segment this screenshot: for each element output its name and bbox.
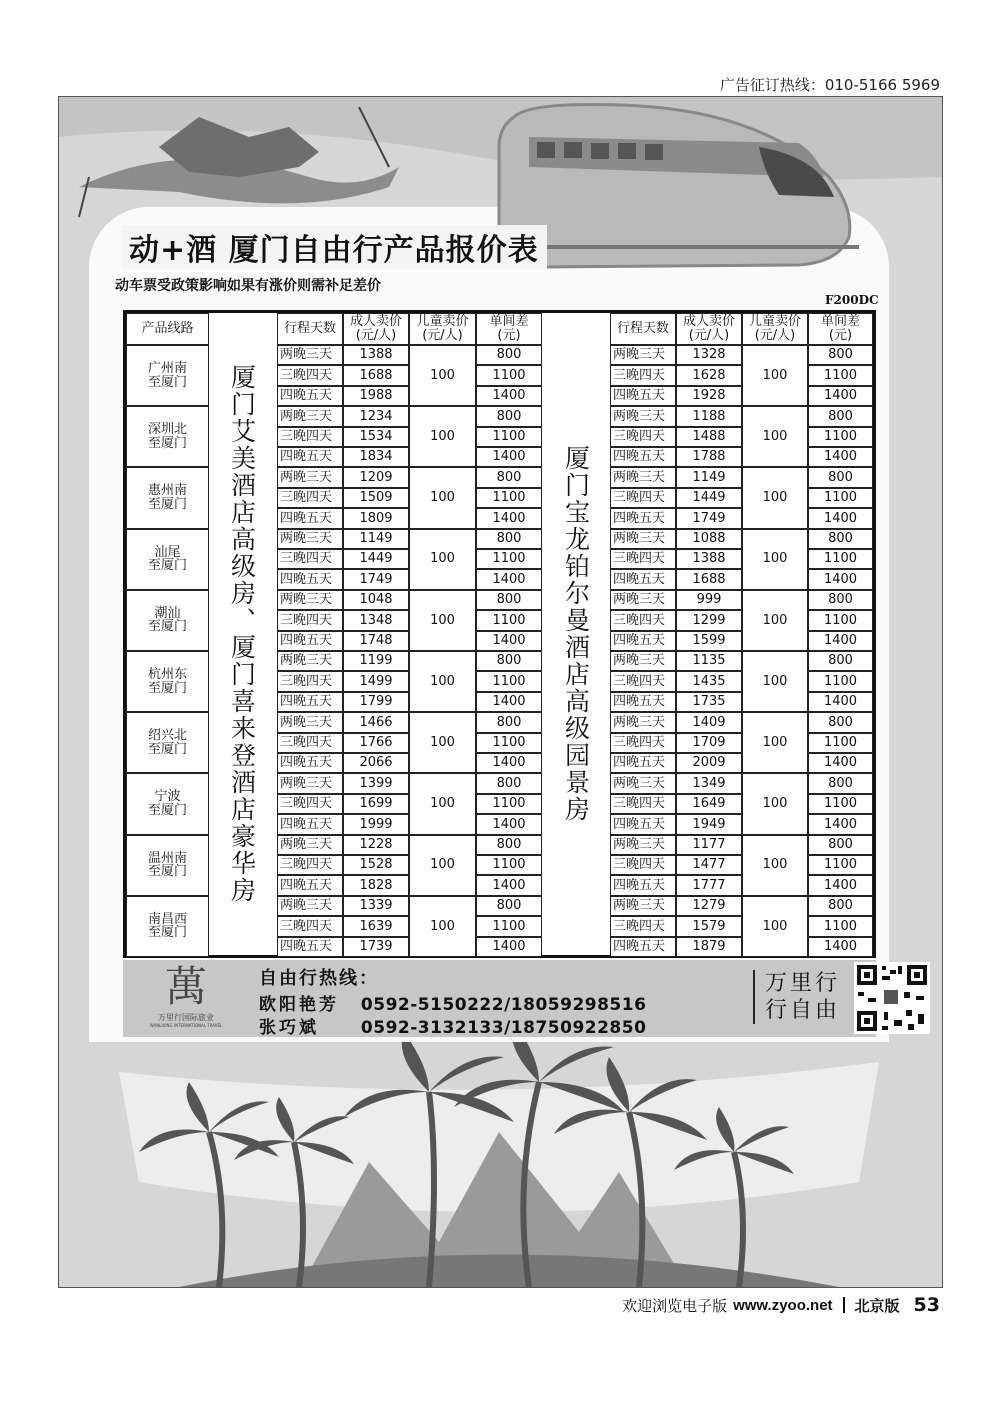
page-number: 53 [913, 1294, 940, 1316]
room-diff-left: 1100 [476, 733, 542, 753]
adult-price-right: 1928 [676, 386, 742, 406]
duration-right: 四晚五天 [610, 875, 676, 895]
duration-right: 两晚三天 [610, 773, 676, 793]
header-adult-price: 成人卖价 (元/人) [676, 313, 742, 345]
duration-left: 三晚四天 [277, 549, 343, 569]
adult-price-left: 1509 [343, 488, 409, 508]
child-price-left: 100 [409, 529, 476, 590]
room-diff-left: 1100 [476, 671, 542, 691]
room-diff-right: 1400 [808, 631, 873, 651]
price-notice: 动车票受政策影响如果有涨价则需补足差价 [115, 278, 381, 294]
adult-price-left: 1339 [343, 896, 409, 916]
slogan-line: 万里行 [765, 971, 841, 996]
duration-left: 两晚三天 [277, 406, 343, 426]
room-diff-left: 800 [476, 345, 542, 365]
duration-right: 四晚五天 [610, 386, 676, 406]
room-diff-right: 1100 [808, 488, 873, 508]
route-name: 潮汕 至厦门 [126, 590, 209, 651]
duration-left: 两晚三天 [277, 345, 343, 365]
child-price-left: 100 [409, 651, 476, 712]
adult-price-left: 1639 [343, 916, 409, 936]
duration-left: 四晚五天 [277, 508, 343, 528]
hotel-name-right [542, 313, 610, 955]
adult-price-left: 1799 [343, 692, 409, 712]
duration-left: 四晚五天 [277, 569, 343, 589]
agency-logo [141, 962, 231, 1034]
duration-right: 两晚三天 [610, 835, 676, 855]
child-price-left: 100 [409, 590, 476, 651]
duration-left: 四晚五天 [277, 814, 343, 834]
child-price-right: 100 [742, 590, 808, 651]
adult-price-left: 1348 [343, 610, 409, 630]
room-diff-right: 1400 [808, 447, 873, 467]
duration-right: 三晚四天 [610, 794, 676, 814]
duration-left: 三晚四天 [277, 488, 343, 508]
hotel-name-right-label: 厦门宝龙铂尔曼酒店高级园景房 [561, 445, 591, 823]
duration-right: 四晚五天 [610, 569, 676, 589]
duration-left: 四晚五天 [277, 875, 343, 895]
adult-price-left: 1699 [343, 794, 409, 814]
adult-price-right: 1177 [676, 835, 742, 855]
duration-right: 三晚四天 [610, 427, 676, 447]
child-price-right: 100 [742, 835, 808, 896]
adult-price-left: 1988 [343, 386, 409, 406]
route-name: 汕尾 至厦门 [126, 529, 209, 590]
duration-left: 两晚三天 [277, 651, 343, 671]
duration-left: 三晚四天 [277, 733, 343, 753]
room-diff-right: 1100 [808, 671, 873, 691]
adult-price-left: 1149 [343, 529, 409, 549]
room-diff-right: 1100 [808, 916, 873, 936]
duration-right: 四晚五天 [610, 508, 676, 528]
adult-price-right: 1135 [676, 651, 742, 671]
room-diff-left: 800 [476, 773, 542, 793]
route-name: 惠州南 至厦门 [126, 467, 209, 528]
hotel-name-left [209, 313, 275, 955]
hotel-name-left-label: 厦门艾美酒店高级房、厦门喜来登酒店豪华房 [227, 364, 257, 904]
header-room-diff: 单间差 (元) [476, 313, 542, 345]
room-diff-left: 1400 [476, 447, 542, 467]
child-price-left: 100 [409, 406, 476, 467]
adult-price-left: 1748 [343, 631, 409, 651]
duration-right: 三晚四天 [610, 855, 676, 875]
adult-price-left: 1388 [343, 345, 409, 365]
adult-price-left: 1749 [343, 569, 409, 589]
room-diff-left: 1400 [476, 753, 542, 773]
room-diff-left: 1100 [476, 916, 542, 936]
room-diff-right: 800 [808, 773, 873, 793]
room-diff-right: 1400 [808, 875, 873, 895]
duration-left: 三晚四天 [277, 671, 343, 691]
route-name: 宁波 至厦门 [126, 773, 209, 834]
contact-row [259, 1013, 646, 1038]
duration-right: 四晚五天 [610, 753, 676, 773]
adult-price-left: 1199 [343, 651, 409, 671]
adult-price-right: 1628 [676, 365, 742, 385]
duration-right: 两晚三天 [610, 896, 676, 916]
adult-price-left: 1048 [343, 590, 409, 610]
child-price-right: 100 [742, 345, 808, 406]
room-diff-left: 1400 [476, 631, 542, 651]
adult-price-right: 1649 [676, 794, 742, 814]
header-adult-price: 成人卖价 (元/人) [343, 313, 409, 345]
contact-phone: 0592-5150222/18059298516 [360, 995, 647, 1015]
adult-price-left: 1766 [343, 733, 409, 753]
duration-right: 两晚三天 [610, 406, 676, 426]
room-diff-right: 1100 [808, 855, 873, 875]
adult-price-right: 1388 [676, 549, 742, 569]
adult-price-right: 1409 [676, 712, 742, 732]
adult-price-right: 1149 [676, 467, 742, 487]
adult-price-right: 1188 [676, 406, 742, 426]
room-diff-right: 800 [808, 896, 873, 916]
logo-mark-icon: 萬 [164, 962, 207, 1011]
adult-price-left: 1809 [343, 508, 409, 528]
duration-left: 四晚五天 [277, 937, 343, 957]
child-price-right: 100 [742, 651, 808, 712]
adult-price-left: 1228 [343, 835, 409, 855]
adult-price-right: 1279 [676, 896, 742, 916]
adult-price-right: 1788 [676, 447, 742, 467]
contact-name: 张巧斌 [259, 1018, 319, 1038]
duration-left: 四晚五天 [277, 386, 343, 406]
footer-edition: 北京版 [854, 1296, 900, 1315]
child-price-right: 100 [742, 467, 808, 528]
header-days: 行程天数 [610, 313, 676, 345]
contact-row [259, 990, 646, 1015]
child-price-left: 100 [409, 896, 476, 957]
duration-right: 四晚五天 [610, 814, 676, 834]
adult-price-right: 1709 [676, 733, 742, 753]
duration-left: 两晚三天 [277, 773, 343, 793]
adult-price-right: 1949 [676, 814, 742, 834]
adult-price-left: 1234 [343, 406, 409, 426]
room-diff-right: 800 [808, 345, 873, 365]
adult-price-right: 1777 [676, 875, 742, 895]
adult-price-right: 2009 [676, 753, 742, 773]
adult-price-right: 1477 [676, 855, 742, 875]
adult-price-left: 1999 [343, 814, 409, 834]
room-diff-left: 1400 [476, 814, 542, 834]
logo-name: 万里行国际旅业 [158, 1013, 214, 1022]
footer-text: 欢迎浏览电子版 [622, 1296, 728, 1315]
duration-right: 四晚五天 [610, 631, 676, 651]
header-room-diff: 单间差 (元) [808, 313, 873, 345]
room-diff-left: 1100 [476, 365, 542, 385]
ad-hotline: 广告征订热线：010-5166 5969 [719, 76, 940, 94]
footer-divider [843, 1297, 845, 1313]
route-name: 广州南 至厦门 [126, 345, 209, 406]
duration-left: 两晚三天 [277, 590, 343, 610]
adult-price-right: 1599 [676, 631, 742, 651]
adult-price-left: 1466 [343, 712, 409, 732]
duration-left: 四晚五天 [277, 447, 343, 467]
room-diff-left: 1100 [476, 610, 542, 630]
room-diff-left: 800 [476, 406, 542, 426]
room-diff-left: 1400 [476, 386, 542, 406]
adult-price-left: 1499 [343, 671, 409, 691]
child-price-right: 100 [742, 712, 808, 773]
adult-price-left: 1828 [343, 875, 409, 895]
adult-price-left: 1688 [343, 365, 409, 385]
room-diff-left: 800 [476, 712, 542, 732]
room-diff-right: 1100 [808, 427, 873, 447]
duration-left: 四晚五天 [277, 692, 343, 712]
duration-left: 三晚四天 [277, 855, 343, 875]
duration-right: 两晚三天 [610, 590, 676, 610]
header-child-price: 儿童卖价 (元/人) [409, 313, 476, 345]
room-diff-left: 1400 [476, 937, 542, 957]
room-diff-right: 800 [808, 467, 873, 487]
room-diff-left: 800 [476, 529, 542, 549]
room-diff-left: 1100 [476, 427, 542, 447]
room-diff-right: 800 [808, 529, 873, 549]
room-diff-left: 800 [476, 896, 542, 916]
adult-price-right: 1579 [676, 916, 742, 936]
duration-left: 两晚三天 [277, 712, 343, 732]
duration-left: 三晚四天 [277, 427, 343, 447]
logo-english: WANLIXING INTERNATIONAL TRAVEL [149, 1023, 223, 1028]
adult-price-left: 1399 [343, 773, 409, 793]
room-diff-right: 1400 [808, 692, 873, 712]
adult-price-right: 999 [676, 590, 742, 610]
adult-price-right: 1328 [676, 345, 742, 365]
child-price-left: 100 [409, 773, 476, 834]
room-diff-right: 1100 [808, 733, 873, 753]
room-diff-left: 800 [476, 651, 542, 671]
room-diff-right: 800 [808, 712, 873, 732]
room-diff-left: 800 [476, 590, 542, 610]
room-diff-left: 800 [476, 835, 542, 855]
adult-price-right: 1349 [676, 773, 742, 793]
duration-left: 三晚四天 [277, 610, 343, 630]
duration-right: 四晚五天 [610, 447, 676, 467]
header-child-price: 儿童卖价 (元/人) [742, 313, 808, 345]
contact-name: 欧阳艳芳 [259, 995, 339, 1015]
adult-price-right: 1879 [676, 937, 742, 957]
page-footer [622, 1294, 940, 1316]
duration-left: 三晚四天 [277, 916, 343, 936]
adult-price-left: 1834 [343, 447, 409, 467]
palm-trees-illustration [59, 1042, 942, 1287]
hotline-title: 自由行热线： [259, 968, 379, 989]
header-days: 行程天数 [277, 313, 343, 345]
duration-left: 两晚三天 [277, 835, 343, 855]
route-name: 南昌西 至厦门 [126, 896, 209, 957]
page-title: 动+酒 厦门自由行产品报价表 [121, 225, 547, 269]
duration-right: 四晚五天 [610, 937, 676, 957]
room-diff-left: 1100 [476, 855, 542, 875]
duration-left: 三晚四天 [277, 794, 343, 814]
duration-right: 三晚四天 [610, 916, 676, 936]
duration-right: 三晚四天 [610, 549, 676, 569]
adult-price-right: 1299 [676, 610, 742, 630]
duration-right: 两晚三天 [610, 467, 676, 487]
room-diff-right: 1400 [808, 753, 873, 773]
route-name: 绍兴北 至厦门 [126, 712, 209, 773]
room-diff-right: 1100 [808, 794, 873, 814]
child-price-left: 100 [409, 712, 476, 773]
adult-price-right: 1749 [676, 508, 742, 528]
room-diff-right: 1400 [808, 386, 873, 406]
child-price-right: 100 [742, 529, 808, 590]
price-table [123, 310, 876, 958]
child-price-left: 100 [409, 345, 476, 406]
duration-left: 四晚五天 [277, 631, 343, 651]
room-diff-right: 1400 [808, 814, 873, 834]
adult-price-left: 1528 [343, 855, 409, 875]
room-diff-left: 1400 [476, 569, 542, 589]
room-diff-right: 1400 [808, 937, 873, 957]
duration-right: 两晚三天 [610, 529, 676, 549]
room-diff-right: 800 [808, 406, 873, 426]
room-diff-left: 1400 [476, 875, 542, 895]
duration-right: 四晚五天 [610, 692, 676, 712]
child-price-left: 100 [409, 835, 476, 896]
duration-left: 两晚三天 [277, 896, 343, 916]
adult-price-right: 1088 [676, 529, 742, 549]
route-name: 杭州东 至厦门 [126, 651, 209, 712]
adult-price-right: 1435 [676, 671, 742, 691]
adult-price-left: 1534 [343, 427, 409, 447]
room-diff-right: 800 [808, 651, 873, 671]
duration-left: 三晚四天 [277, 365, 343, 385]
adult-price-left: 1209 [343, 467, 409, 487]
duration-right: 三晚四天 [610, 671, 676, 691]
contact-phone: 0592-3132133/18750922850 [360, 1018, 647, 1038]
duration-right: 三晚四天 [610, 365, 676, 385]
room-diff-right: 1400 [808, 569, 873, 589]
room-diff-left: 1100 [476, 794, 542, 814]
hotline-bar [123, 960, 876, 1037]
room-diff-left: 1100 [476, 549, 542, 569]
duration-right: 三晚四天 [610, 488, 676, 508]
duration-left: 两晚三天 [277, 529, 343, 549]
room-diff-right: 800 [808, 835, 873, 855]
poster-frame [58, 96, 943, 1288]
adult-price-right: 1735 [676, 692, 742, 712]
child-price-right: 100 [742, 896, 808, 957]
child-price-left: 100 [409, 467, 476, 528]
adult-price-right: 1488 [676, 427, 742, 447]
room-diff-right: 800 [808, 590, 873, 610]
room-diff-left: 800 [476, 467, 542, 487]
qr-code-icon [854, 962, 930, 1034]
duration-right: 两晚三天 [610, 345, 676, 365]
room-diff-left: 1100 [476, 488, 542, 508]
adult-price-right: 1449 [676, 488, 742, 508]
header-route: 产品线路 [126, 313, 209, 345]
route-name: 温州南 至厦门 [126, 835, 209, 896]
duration-right: 三晚四天 [610, 610, 676, 630]
child-price-right: 100 [742, 773, 808, 834]
room-diff-left: 1400 [476, 508, 542, 528]
child-price-right: 100 [742, 406, 808, 467]
product-code: F200DC [825, 293, 879, 307]
adult-price-left: 1449 [343, 549, 409, 569]
duration-right: 两晚三天 [610, 712, 676, 732]
room-diff-right: 1400 [808, 508, 873, 528]
adult-price-left: 2066 [343, 753, 409, 773]
route-name: 深圳北 至厦门 [126, 406, 209, 467]
duration-left: 四晚五天 [277, 753, 343, 773]
duration-right: 三晚四天 [610, 733, 676, 753]
duration-right: 两晚三天 [610, 651, 676, 671]
footer-url[interactable]: www.zyoo.net [733, 1296, 833, 1314]
room-diff-right: 1100 [808, 365, 873, 385]
adult-price-right: 1688 [676, 569, 742, 589]
duration-left: 两晚三天 [277, 467, 343, 487]
adult-price-left: 1739 [343, 937, 409, 957]
slogan [753, 970, 840, 1024]
room-diff-left: 1400 [476, 692, 542, 712]
slogan-line: 行自由 [765, 998, 841, 1023]
room-diff-right: 1100 [808, 610, 873, 630]
room-diff-right: 1100 [808, 549, 873, 569]
